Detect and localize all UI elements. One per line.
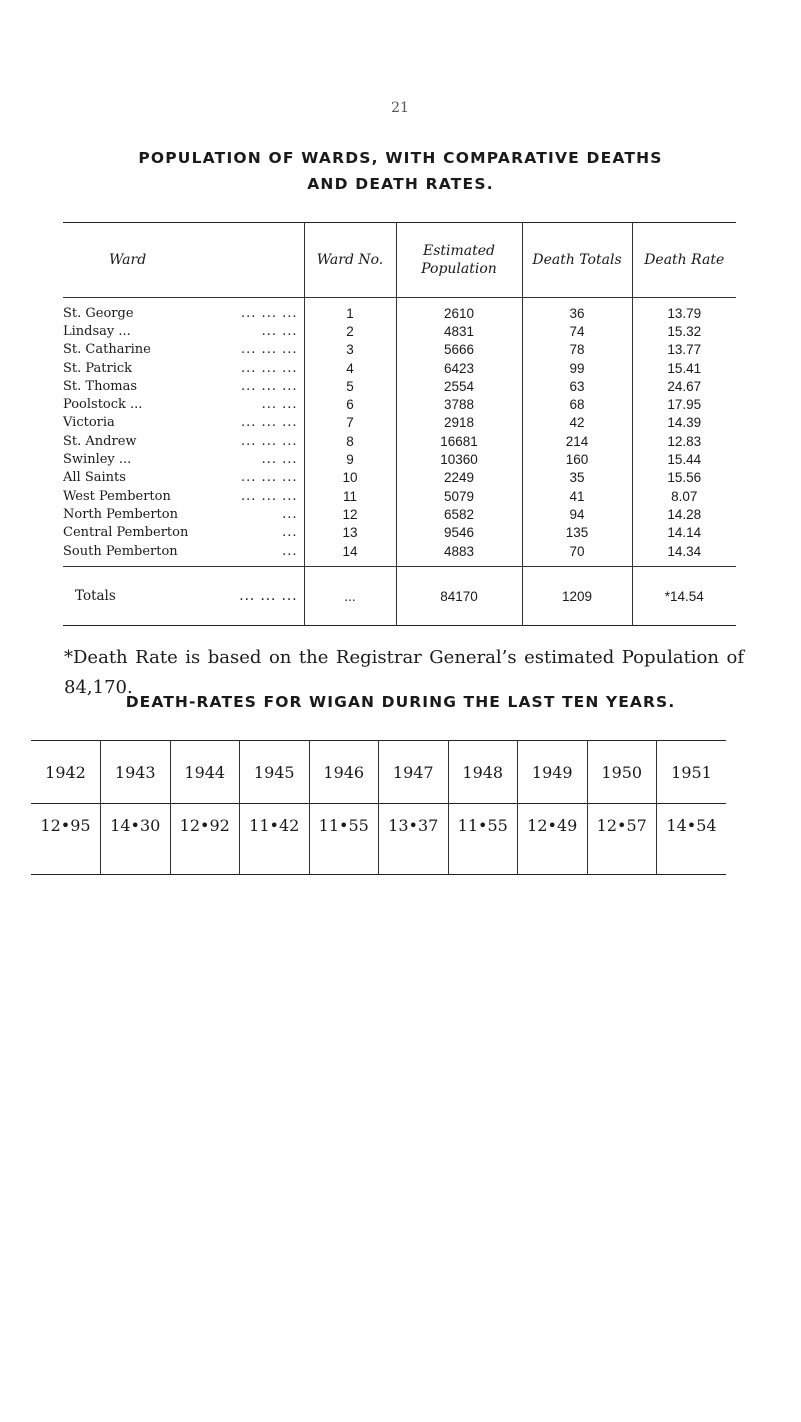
rate-cell: 13•37 — [379, 804, 449, 875]
totals-population: 84170 — [396, 567, 522, 626]
ward-number: 6 — [304, 395, 396, 413]
estimated-population: 9546 — [396, 524, 522, 542]
death-total: 36 — [522, 298, 632, 323]
table-title-continued: AND DEATH RATES. — [307, 175, 494, 193]
death-total: 99 — [522, 359, 632, 377]
estimated-population: 5666 — [396, 341, 522, 359]
ward-row — [63, 469, 736, 487]
ward-name-cell — [63, 414, 304, 432]
rates-row — [31, 804, 726, 875]
rate-cell: 11•42 — [240, 804, 310, 875]
leader-dots: ... — [282, 543, 298, 559]
rate-cell: 12•95 — [40, 816, 91, 835]
death-rate: 8.07 — [632, 487, 736, 505]
totals-rate: *14.54 — [632, 567, 736, 626]
death-total: 68 — [522, 395, 632, 413]
ten-year-table-title: DEATH-RATES FOR WIGAN DURING THE LAST TEN YEARS. — [125, 693, 676, 711]
ward-number: 11 — [304, 487, 396, 505]
death-rate: 15.56 — [632, 469, 736, 487]
death-total: 74 — [522, 322, 632, 340]
table-title: POPULATION OF WARDS, WITH COMPARATIVE DEATHS — [138, 149, 663, 167]
ten-year-death-rates-table — [31, 740, 726, 875]
ward-name: Victoria — [63, 415, 115, 431]
ward-name-cell — [63, 432, 304, 450]
death-rate: 14.39 — [632, 414, 736, 432]
death-total: 135 — [522, 524, 632, 542]
rate-cell: 12•49 — [518, 804, 588, 875]
ward-row — [63, 487, 736, 505]
leader-dots: ... ... — [261, 323, 298, 339]
ward-name-cell — [63, 322, 304, 340]
header-estimated-population: Estimated Population — [396, 223, 522, 298]
leader-dots: ... ... ... — [241, 305, 298, 321]
year-cell: 1949 — [518, 741, 588, 804]
rate-cell: 11•55 — [448, 804, 518, 875]
death-rate: 15.32 — [632, 322, 736, 340]
ward-name-cell — [63, 524, 304, 542]
leader-dots: ... — [282, 525, 298, 541]
ward-number: 9 — [304, 450, 396, 468]
ward-table-header-row — [63, 223, 736, 298]
estimated-population: 3788 — [396, 395, 522, 413]
ward-row — [63, 414, 736, 432]
leader-dots: ... ... ... — [241, 360, 298, 376]
year-cell: 1951 — [657, 741, 727, 804]
ward-row — [63, 341, 736, 359]
ward-name-cell — [63, 487, 304, 505]
year-cell: 1948 — [448, 741, 518, 804]
year-cell: 1945 — [240, 741, 310, 804]
estimated-population: 2249 — [396, 469, 522, 487]
ward-row — [63, 359, 736, 377]
ward-number: 4 — [304, 359, 396, 377]
leader-dots: ... ... ... — [241, 378, 298, 394]
page-number: 21 — [391, 100, 409, 116]
ward-name: Central Pemberton — [63, 525, 189, 541]
ward-name: St. Thomas — [63, 378, 138, 394]
ward-name: St. Patrick — [63, 360, 133, 376]
footnote: *Death Rate is based on the Registrar General’s estimated Population of 84,170. — [64, 647, 744, 698]
estimated-population: 4831 — [396, 322, 522, 340]
ward-number: 2 — [304, 322, 396, 340]
estimated-population: 4883 — [396, 542, 522, 567]
death-rate: 13.79 — [632, 298, 736, 323]
death-rate: 14.14 — [632, 524, 736, 542]
estimated-population: 6423 — [396, 359, 522, 377]
ward-name: Lindsay ... — [63, 323, 131, 339]
ward-row — [63, 298, 736, 323]
totals-row — [63, 567, 736, 626]
leader-dots: ... ... ... — [241, 470, 298, 486]
estimated-population: 2610 — [396, 298, 522, 323]
estimated-population: 5079 — [396, 487, 522, 505]
death-total: 42 — [522, 414, 632, 432]
ward-number: 10 — [304, 469, 396, 487]
years-row — [31, 741, 726, 804]
ward-name: St. Andrew — [63, 433, 137, 449]
ward-row — [63, 450, 736, 468]
death-rate: 15.44 — [632, 450, 736, 468]
death-total: 63 — [522, 377, 632, 395]
ward-number: 5 — [304, 377, 396, 395]
ward-row — [63, 322, 736, 340]
ward-name-cell — [63, 542, 304, 567]
totals-deaths: 1209 — [522, 567, 632, 626]
leader-dots: ... ... ... — [241, 488, 298, 504]
ward-population-table — [63, 222, 736, 626]
header-death-rate: Death Rate — [632, 223, 736, 298]
estimated-population: 2918 — [396, 414, 522, 432]
ward-row — [63, 542, 736, 567]
year-cell: 1944 — [170, 741, 240, 804]
death-rate: 24.67 — [632, 377, 736, 395]
estimated-population: 6582 — [396, 505, 522, 523]
ward-number: 12 — [304, 505, 396, 523]
header-ward: Ward — [63, 223, 304, 298]
estimated-population: 16681 — [396, 432, 522, 450]
rate-cell: 14•54 — [657, 804, 727, 875]
death-rate: 17.95 — [632, 395, 736, 413]
ward-number: 8 — [304, 432, 396, 450]
ward-name: St. George — [63, 305, 134, 321]
death-total: 160 — [522, 450, 632, 468]
ward-name: South Pemberton — [63, 543, 178, 559]
ward-row — [63, 524, 736, 542]
leader-dots: ... — [282, 506, 298, 522]
totals-label-cell — [63, 567, 304, 626]
ward-name: West Pemberton — [63, 488, 171, 504]
ward-row — [63, 377, 736, 395]
estimated-population: 10360 — [396, 450, 522, 468]
ward-name: All Saints — [63, 470, 126, 486]
leader-dots: ... ... ... — [241, 342, 298, 358]
death-total: 94 — [522, 505, 632, 523]
ward-name-cell — [63, 450, 304, 468]
ward-name: St. Catharine — [63, 342, 151, 358]
ward-name-cell — [63, 469, 304, 487]
ward-name-cell — [63, 341, 304, 359]
rate-cell: 11•55 — [309, 804, 379, 875]
ward-row — [63, 395, 736, 413]
ward-number: 7 — [304, 414, 396, 432]
ward-number: 14 — [304, 542, 396, 567]
death-total: 35 — [522, 469, 632, 487]
rate-cell: 12•57 — [587, 804, 657, 875]
totals-ward-no: ... — [304, 567, 396, 626]
leader-dots: ... ... ... — [241, 433, 298, 449]
header-death-totals: Death Totals — [522, 223, 632, 298]
ward-number: 3 — [304, 341, 396, 359]
ward-name: North Pemberton — [63, 506, 178, 522]
ward-name: Poolstock ... — [63, 397, 143, 413]
ward-name-cell — [63, 298, 304, 323]
leader-dots: ... ... ... — [239, 588, 298, 605]
death-rate: 12.83 — [632, 432, 736, 450]
ward-number: 13 — [304, 524, 396, 542]
death-rate: 14.34 — [632, 542, 736, 567]
ward-name-cell — [63, 377, 304, 395]
rate-cell: 14•30 — [101, 804, 171, 875]
year-cell: 1943 — [101, 741, 171, 804]
totals-label: Totals — [75, 588, 116, 605]
death-total: 70 — [522, 542, 632, 567]
ward-name: Swinley ... — [63, 452, 132, 468]
year-cell: 1942 — [31, 741, 101, 804]
leader-dots: ... ... — [261, 397, 298, 413]
death-rate: 13.77 — [632, 341, 736, 359]
death-total: 78 — [522, 341, 632, 359]
estimated-population: 2554 — [396, 377, 522, 395]
ward-row — [63, 505, 736, 523]
leader-dots: ... ... ... — [241, 415, 298, 431]
death-total: 41 — [522, 487, 632, 505]
year-cell: 1946 — [309, 741, 379, 804]
rate-cell: 12•92 — [170, 804, 240, 875]
death-rate: 14.28 — [632, 505, 736, 523]
ward-row — [63, 432, 736, 450]
death-total: 214 — [522, 432, 632, 450]
year-cell: 1950 — [587, 741, 657, 804]
death-rate: 15.41 — [632, 359, 736, 377]
ward-name-cell — [63, 505, 304, 523]
header-ward-no: Ward No. — [304, 223, 396, 298]
ward-name-cell — [63, 395, 304, 413]
ward-name-cell — [63, 359, 304, 377]
year-cell: 1947 — [379, 741, 449, 804]
ward-number: 1 — [304, 298, 396, 323]
leader-dots: ... ... — [261, 452, 298, 468]
